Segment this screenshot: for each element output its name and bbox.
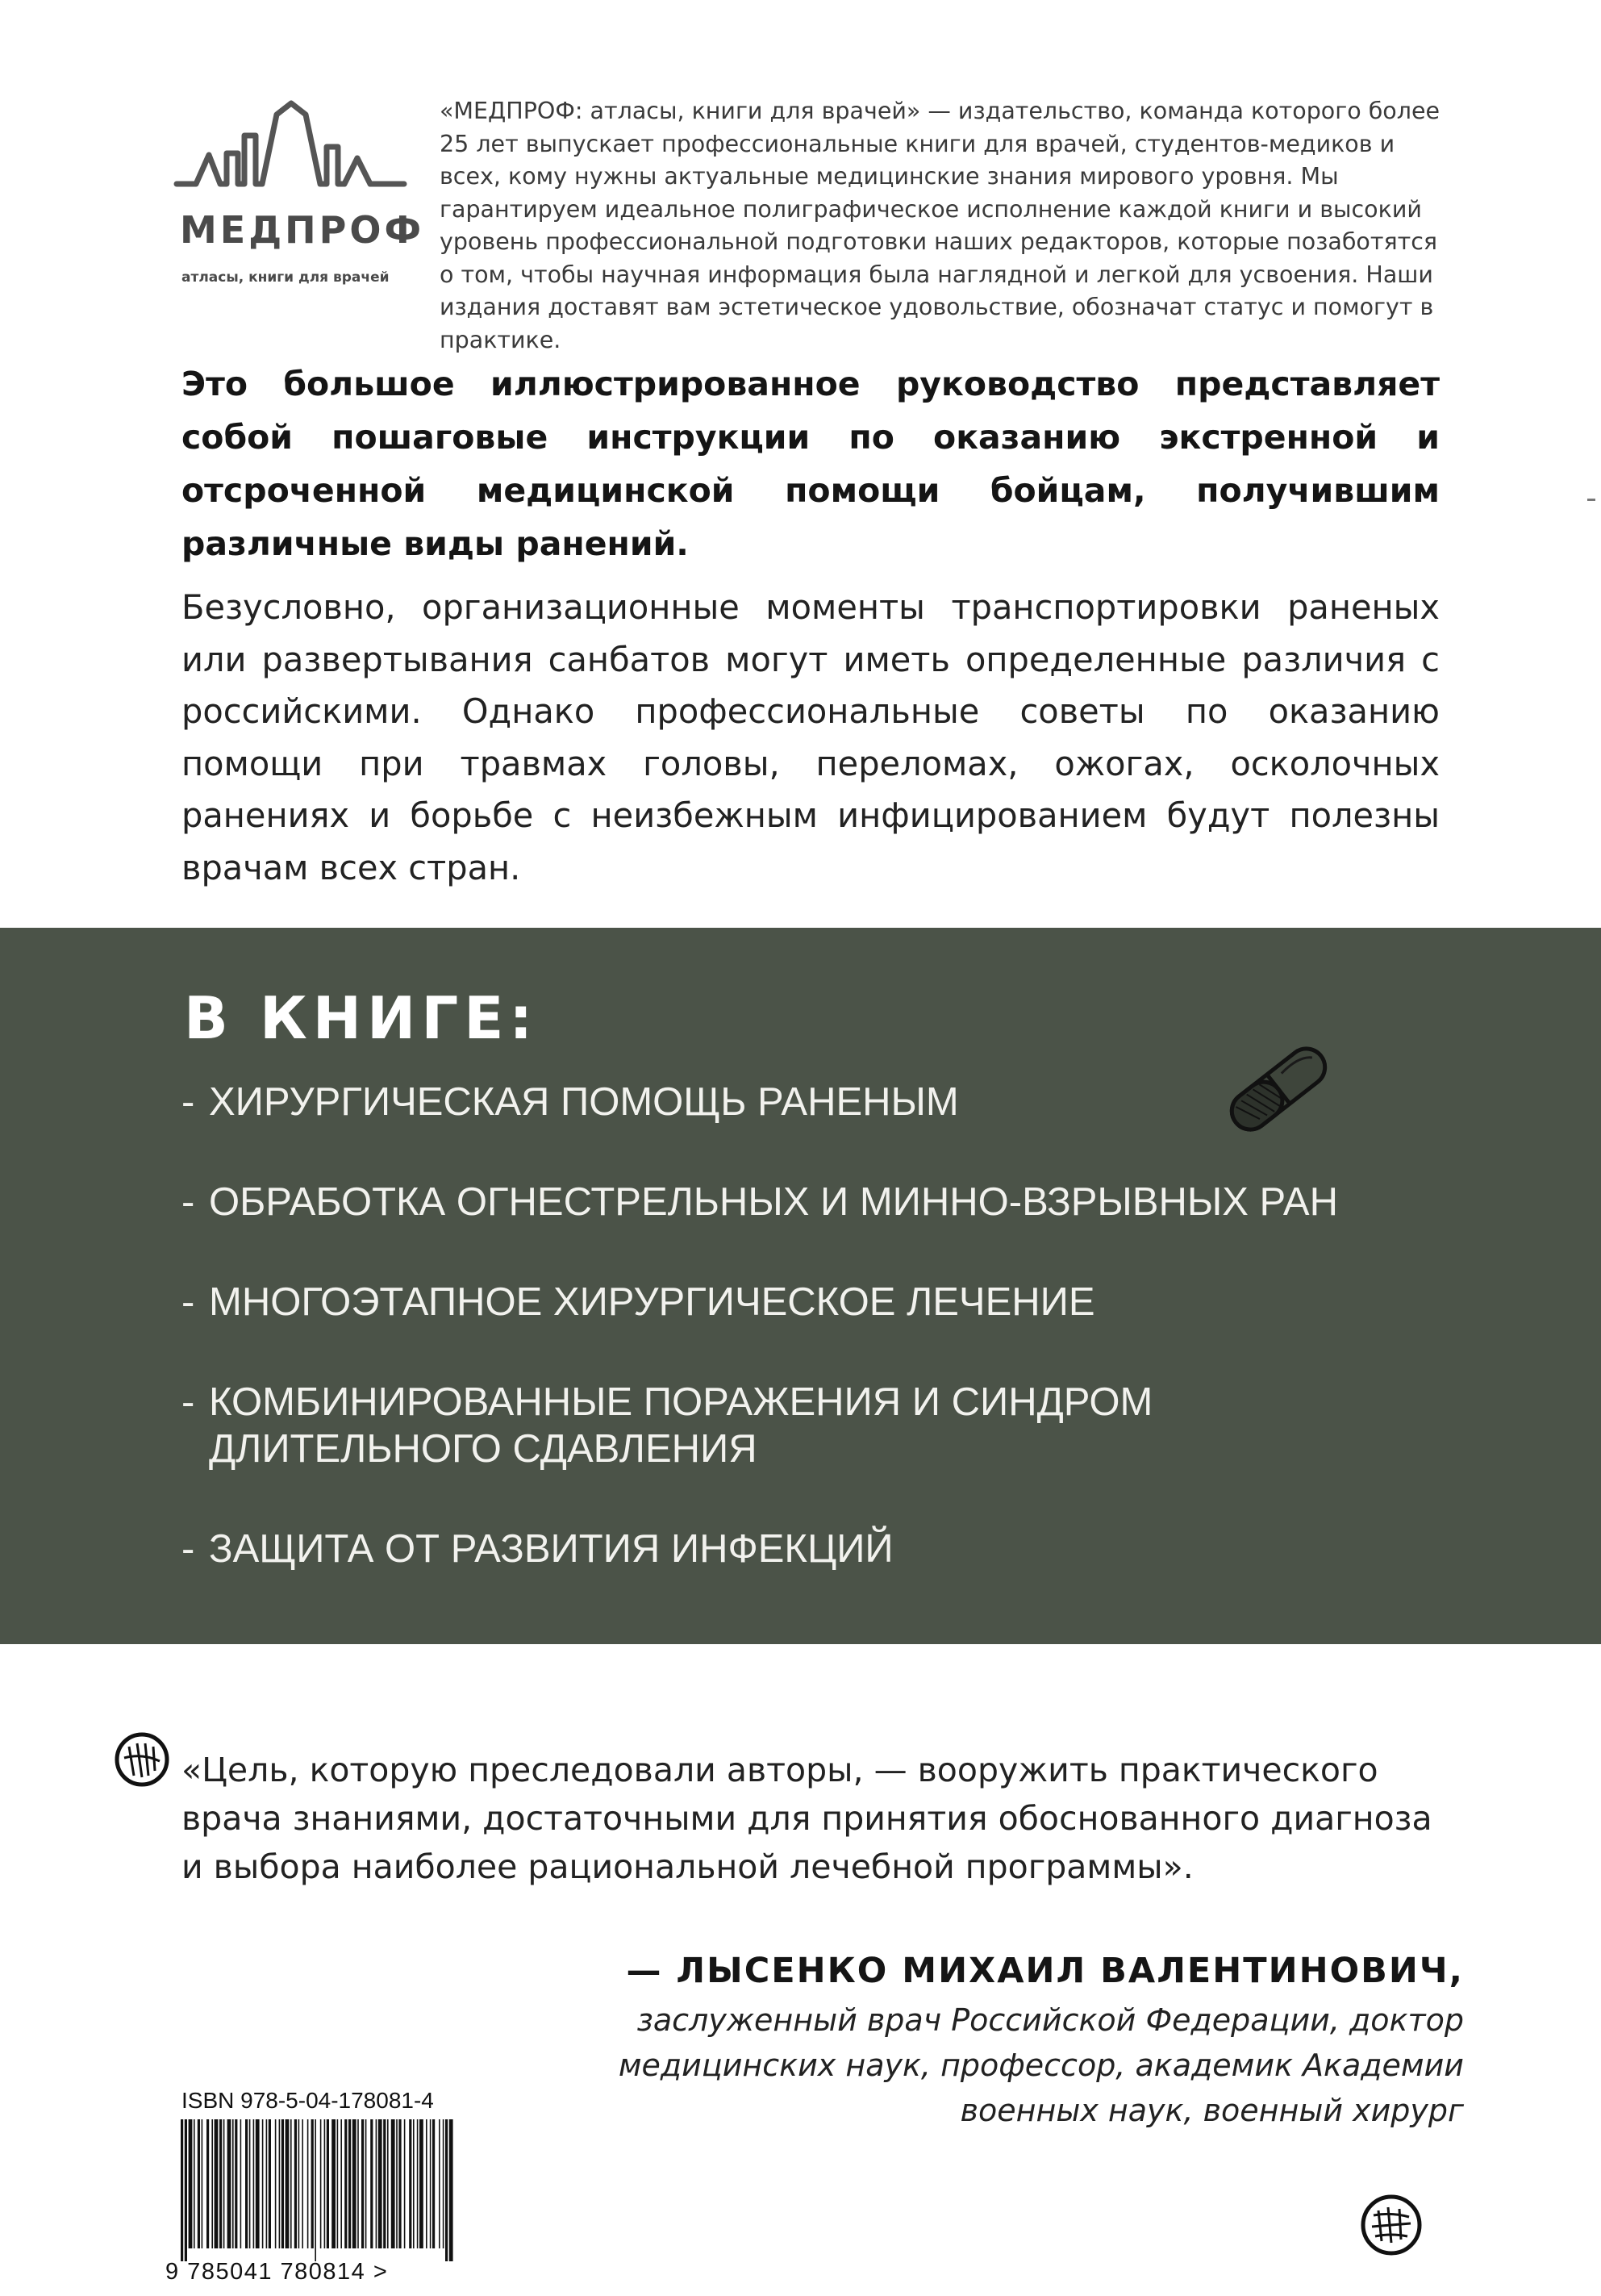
barcode-bar	[307, 2119, 309, 2248]
barcode-bar	[327, 2119, 329, 2248]
barcode-bar	[398, 2119, 401, 2248]
barcode-bar	[409, 2119, 411, 2248]
barcode-bar	[227, 2119, 231, 2248]
list-dash: -	[181, 1527, 195, 1571]
barcode-bar	[357, 2119, 359, 2248]
barcode-bar	[185, 2119, 187, 2261]
barcode-bar	[315, 2119, 316, 2261]
list-item	[181, 1279, 1351, 1325]
barcode-bar	[352, 2119, 356, 2248]
edge-mark	[1587, 499, 1595, 501]
barcode-bar	[266, 2119, 268, 2248]
barcode-bar	[294, 2119, 297, 2248]
logo-tagline: атласы, книги для врачей	[181, 269, 390, 286]
barcode-bar	[348, 2119, 351, 2248]
quote-author-description: заслуженный врач Российской Федерации, доктор медицинских наук, профессор, академик Академии военных наук, военный хирург	[618, 2002, 1464, 2128]
list-item	[181, 1179, 1351, 1225]
quote-emblem-icon	[113, 1730, 171, 1793]
barcode-bar	[211, 2119, 213, 2248]
barcode-bar	[311, 2119, 314, 2248]
barcode-bar	[320, 2119, 322, 2248]
intro-bold-text: Это большое иллюстрированное руководство представляет собой пошаговые инструкции по оказанию экстренной и отсроченной медицинской помощи бойцам, получившим различные виды ранений.	[181, 365, 1440, 563]
list-dash: -	[181, 1080, 195, 1124]
barcode-bar	[413, 2119, 415, 2248]
barcode-bar	[240, 2119, 242, 2248]
barcode-bar	[279, 2119, 281, 2248]
barcode-bar	[443, 2119, 444, 2248]
barcode-bar	[302, 2119, 303, 2248]
barcode-bar	[378, 2119, 382, 2248]
barcode-bar	[365, 2119, 367, 2248]
barcode-bar	[198, 2119, 200, 2248]
barcode-bar	[286, 2119, 290, 2248]
barcode-bar	[245, 2119, 248, 2248]
barcode-bar	[202, 2119, 203, 2248]
list-item	[181, 1526, 1351, 1572]
barcode-bar	[275, 2119, 277, 2248]
barcode-bar	[383, 2119, 386, 2248]
barcode-bar	[206, 2119, 209, 2248]
barcode-bar	[439, 2119, 440, 2248]
barcode-bar	[417, 2119, 419, 2248]
barcode-bar	[219, 2119, 222, 2248]
barcode-bar	[430, 2119, 432, 2248]
barcode-bar	[324, 2119, 326, 2248]
list-item-text: ОБРАБОТКА ОГНЕСТРЕЛЬНЫХ И МИННО-ВЗРЫВНЫХ РАН	[209, 1180, 1338, 1224]
list-item	[181, 1079, 1351, 1125]
barcode-bar	[290, 2119, 292, 2248]
barcode-bar	[215, 2119, 219, 2248]
publisher-description: «МЕДПРОФ: атласы, книги для врачей» — издательство, команда которого более 25 лет выпускает профессиональные книги для врачей, студентов-медиков и всех, кому нужны актуальные медицинские знания мирового уровня. Мы гарантируем идеальное полиграфическое исполнение каждой книги и высокий уровень профессиональной подготовки наших редакторов, которые позаботятся о том, чтобы научная информация была наглядной и легкой для усвоения. Наши издания доставят вам эстетическое удовольствие, обозначат статус и помогут в практике.	[440, 98, 1440, 353]
list-item-text: ХИРУРГИЧЕСКАЯ ПОМОЩЬ РАНЕНЫМ	[209, 1080, 959, 1124]
barcode-bar	[249, 2119, 251, 2248]
barcode-bar	[181, 2119, 183, 2261]
barcode-bar	[370, 2119, 373, 2248]
list-dash: -	[181, 1180, 195, 1224]
barcode-bar	[376, 2119, 377, 2248]
barcode-bar	[223, 2119, 225, 2248]
barcode-bar	[298, 2119, 300, 2248]
contents-title: В КНИГЕ:	[184, 984, 539, 1052]
city-skyline-icon	[173, 97, 407, 194]
barcode-bar	[361, 2119, 364, 2248]
quote-author: — ЛЫСЕНКО МИХАИЛ ВАЛЕНТИНОВИЧ,	[626, 1951, 1464, 1991]
brand-emblem-icon	[1359, 2193, 1424, 2261]
barcode-bar	[262, 2119, 264, 2248]
barcode-bar	[340, 2119, 342, 2248]
barcode-bar	[194, 2119, 195, 2248]
list-item-text: КОМБИНИРОВАННЫЕ ПОРАЖЕНИЯ И СИНДРОМ ДЛИТЕЛЬНОГО СДАВЛЕНИЯ	[209, 1380, 1153, 1471]
barcode-bar	[426, 2119, 427, 2248]
barcode-bar	[232, 2119, 234, 2248]
barcode-bar	[331, 2119, 336, 2248]
intro-text: Безусловно, организационные моменты транспортировки раненых или развертывания санбатов могут иметь определенные различия с российскими. Однако профессиональные советы по оказанию помощи при травмах головы, переломах, ожогах, осколочных ранениях и борьбе с неизбежным инфицированием будут полезны врачам всех стран.	[181, 587, 1440, 887]
barcode-bar	[396, 2119, 398, 2248]
barcode-bar	[235, 2119, 237, 2248]
barcode-bar	[281, 2119, 284, 2248]
quote-text: «Цель, которую преследовали авторы, — вооружить практического врача знаниями, достаточными для принятия обоснованного диагноза и выбора наиболее рациональной лечебной программы».	[181, 1751, 1432, 1886]
isbn-label: ISBN 978-5-04-178081-4	[181, 2088, 434, 2113]
barcode-bar	[337, 2119, 339, 2248]
barcode-bar	[445, 2119, 448, 2261]
list-item-text: ЗАЩИТА ОТ РАЗВИТИЯ ИНФЕКЦИЙ	[209, 1527, 894, 1571]
publisher-logo	[173, 97, 425, 286]
list-item-text: МНОГОЭТАПНОЕ ХИРУРГИЧЕСКОЕ ЛЕЧЕНИЕ	[209, 1280, 1095, 1324]
contents-list	[181, 1079, 1351, 1626]
barcode-bar	[432, 2119, 435, 2248]
barcode-bar	[404, 2119, 406, 2248]
barcode-bar	[189, 2119, 193, 2248]
barcode-bar	[269, 2119, 271, 2248]
barcode-bar	[387, 2119, 389, 2248]
barcode-bar	[449, 2119, 453, 2261]
barcode	[179, 2119, 453, 2261]
barcode-bar	[253, 2119, 255, 2248]
barcode-bar	[391, 2119, 395, 2248]
list-dash: -	[181, 1380, 195, 1424]
logo-name: МЕДПРОФ	[180, 208, 425, 252]
list-item	[181, 1379, 1198, 1472]
barcode-digits: 9 785041 780814 >	[165, 2259, 389, 2285]
barcode-bar	[419, 2119, 423, 2248]
list-dash: -	[181, 1280, 195, 1324]
barcode-bar	[256, 2119, 260, 2248]
barcode-bar	[344, 2119, 347, 2248]
